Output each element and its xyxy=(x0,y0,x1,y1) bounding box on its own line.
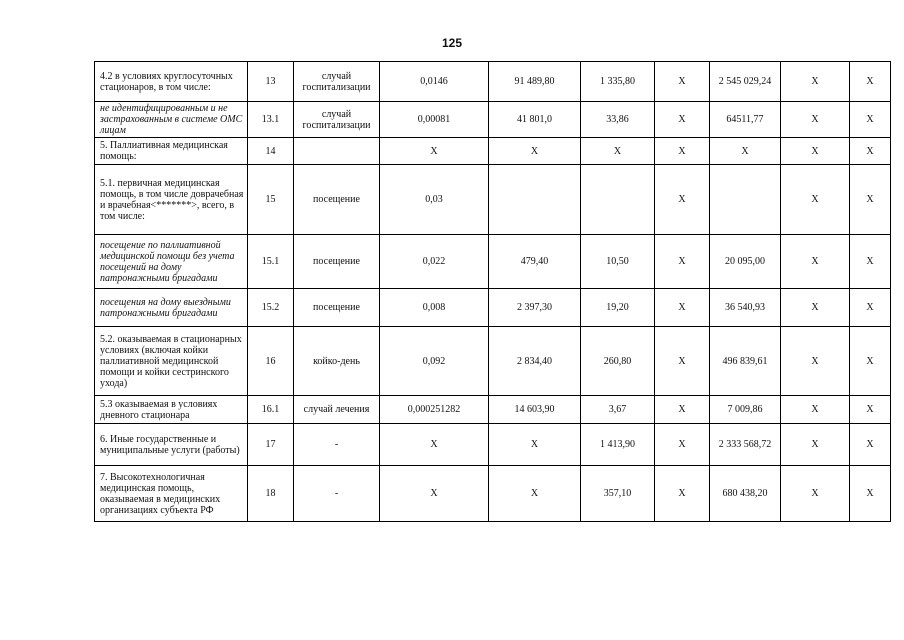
row-col-10: X xyxy=(850,466,891,522)
table-row xyxy=(95,289,891,327)
row-name: посещение по паллиативной медицинской помощи без учета посещений на дому патронажными бригадами xyxy=(95,235,248,289)
row-col-7: X xyxy=(655,466,710,522)
row-total: 2 333 568,72 xyxy=(710,424,781,466)
row-col-7: X xyxy=(655,289,710,327)
row-standard-cost: 41 801,0 xyxy=(489,102,581,138)
row-unit: койко-день xyxy=(294,327,380,396)
row-total: 20 095,00 xyxy=(710,235,781,289)
row-unit: посещение xyxy=(294,165,380,235)
row-code: 16 xyxy=(248,327,294,396)
row-name: 7. Высокотехнологичная медицинская помощь, оказываемая в медицинских организациях субъекта РФ xyxy=(95,466,248,522)
row-standard-cost: X xyxy=(489,424,581,466)
row-standard-cost: X xyxy=(489,466,581,522)
row-code: 15 xyxy=(248,165,294,235)
page-number: 125 xyxy=(441,36,463,50)
row-total: 7 009,86 xyxy=(710,396,781,424)
row-col-9: X xyxy=(781,289,850,327)
row-col-10: X xyxy=(850,102,891,138)
row-name: 5. Паллиативная медицинская помощь: xyxy=(95,138,248,165)
row-unit: случай лечения xyxy=(294,396,380,424)
row-total: 64511,77 xyxy=(710,102,781,138)
row-code: 16.1 xyxy=(248,396,294,424)
row-rate: X xyxy=(380,466,489,522)
row-unit: - xyxy=(294,424,380,466)
row-rate: X xyxy=(380,138,489,165)
row-rate: 0,000251282 xyxy=(380,396,489,424)
row-rate: 0,03 xyxy=(380,165,489,235)
row-name: 5.2. оказываемая в стационарных условиях (включая койки паллиативной медицинской помощи и койки сестринского ухода) xyxy=(95,327,248,396)
row-col-10: X xyxy=(850,396,891,424)
row-total: 2 545 029,24 xyxy=(710,62,781,102)
row-col-10: X xyxy=(850,424,891,466)
row-rate: X xyxy=(380,424,489,466)
table-row xyxy=(95,62,891,102)
row-col-7: X xyxy=(655,327,710,396)
table-row xyxy=(95,327,891,396)
row-rate: 0,092 xyxy=(380,327,489,396)
table-row xyxy=(95,235,891,289)
row-col-7: X xyxy=(655,102,710,138)
row-col-9: X xyxy=(781,424,850,466)
row-unit: посещение xyxy=(294,289,380,327)
row-total: 496 839,61 xyxy=(710,327,781,396)
row-col-9: X xyxy=(781,396,850,424)
row-code: 13.1 xyxy=(248,102,294,138)
row-name: 5.1. первичная медицинская помощь, в том числе доврачебная и врачебная<*******>, всего, в том числе: xyxy=(95,165,248,235)
row-standard-cost: 91 489,80 xyxy=(489,62,581,102)
row-per-capita: 3,67 xyxy=(581,396,655,424)
row-code: 17 xyxy=(248,424,294,466)
row-col-9: X xyxy=(781,466,850,522)
row-col-9: X xyxy=(781,62,850,102)
row-name: посещения на дому выездными патронажными бригадами xyxy=(95,289,248,327)
row-per-capita: 357,10 xyxy=(581,466,655,522)
row-col-10: X xyxy=(850,327,891,396)
row-col-10: X xyxy=(850,165,891,235)
table-row xyxy=(95,466,891,522)
row-name: 5.3 оказываемая в условиях дневного стационара xyxy=(95,396,248,424)
row-col-9: X xyxy=(781,138,850,165)
table-row xyxy=(95,165,891,235)
row-code: 18 xyxy=(248,466,294,522)
row-unit: посещение xyxy=(294,235,380,289)
row-col-7: X xyxy=(655,165,710,235)
row-total: 36 540,93 xyxy=(710,289,781,327)
table-row xyxy=(95,424,891,466)
table-row xyxy=(95,138,891,165)
row-col-10: X xyxy=(850,235,891,289)
row-col-10: X xyxy=(850,138,891,165)
row-per-capita: 10,50 xyxy=(581,235,655,289)
row-per-capita: 33,86 xyxy=(581,102,655,138)
row-total: 680 438,20 xyxy=(710,466,781,522)
row-name: 6. Иные государственные и муниципальные услуги (работы) xyxy=(95,424,248,466)
row-rate: 0,008 xyxy=(380,289,489,327)
row-standard-cost: 2 834,40 xyxy=(489,327,581,396)
row-col-7: X xyxy=(655,424,710,466)
row-col-7: X xyxy=(655,396,710,424)
row-col-9: X xyxy=(781,327,850,396)
row-code: 15.1 xyxy=(248,235,294,289)
row-col-7: X xyxy=(655,235,710,289)
row-name: 4.2 в условиях круглосуточных стационаров, в том числе: xyxy=(95,62,248,102)
table-row xyxy=(95,102,891,138)
row-standard-cost xyxy=(489,165,581,235)
tariff-table xyxy=(94,61,891,522)
row-per-capita: 1 335,80 xyxy=(581,62,655,102)
row-code: 14 xyxy=(248,138,294,165)
row-total xyxy=(710,165,781,235)
row-per-capita: 1 413,90 xyxy=(581,424,655,466)
row-per-capita: 260,80 xyxy=(581,327,655,396)
row-unit xyxy=(294,138,380,165)
row-unit: случай госпитализации xyxy=(294,102,380,138)
row-code: 15.2 xyxy=(248,289,294,327)
row-col-9: X xyxy=(781,235,850,289)
row-rate: 0,00081 xyxy=(380,102,489,138)
row-per-capita: X xyxy=(581,138,655,165)
row-col-7: X xyxy=(655,138,710,165)
row-per-capita xyxy=(581,165,655,235)
row-total: X xyxy=(710,138,781,165)
row-standard-cost: 2 397,30 xyxy=(489,289,581,327)
row-name: не идентифицированным и не застрахованным в системе ОМС лицам xyxy=(95,102,248,138)
table-row xyxy=(95,396,891,424)
row-col-10: X xyxy=(850,289,891,327)
row-rate: 0,022 xyxy=(380,235,489,289)
row-col-7: X xyxy=(655,62,710,102)
row-standard-cost: 14 603,90 xyxy=(489,396,581,424)
row-unit: - xyxy=(294,466,380,522)
row-col-10: X xyxy=(850,62,891,102)
row-unit: случай госпитализации xyxy=(294,62,380,102)
row-code: 13 xyxy=(248,62,294,102)
row-standard-cost: 479,40 xyxy=(489,235,581,289)
row-col-9: X xyxy=(781,102,850,138)
row-col-9: X xyxy=(781,165,850,235)
row-rate: 0,0146 xyxy=(380,62,489,102)
row-standard-cost: X xyxy=(489,138,581,165)
row-per-capita: 19,20 xyxy=(581,289,655,327)
